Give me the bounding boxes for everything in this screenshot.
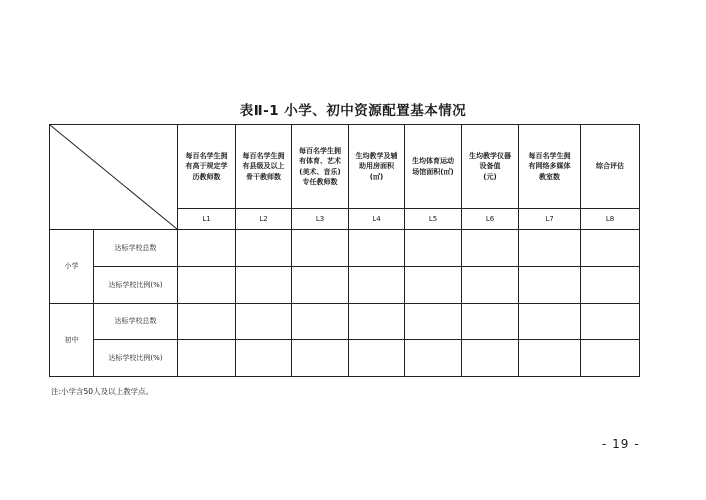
column-header-line: 历教师数 (192, 172, 221, 181)
table-cell (519, 230, 581, 267)
column-header-line: (元) (483, 172, 497, 181)
corner-diagonal (50, 125, 177, 229)
row-label: 达标学校比例(%) (94, 340, 178, 377)
table-cell (178, 230, 236, 267)
column-header (178, 125, 236, 209)
table-cell (462, 340, 519, 377)
column-header (236, 125, 292, 209)
column-code: L1 (178, 209, 236, 230)
column-code: L7 (519, 209, 581, 230)
table-cell (292, 267, 349, 304)
table-row (50, 304, 640, 340)
table-cell (519, 267, 581, 304)
column-header-line: 生均教学及辅 (355, 152, 398, 161)
column-header (405, 125, 462, 209)
table-cell (236, 230, 292, 267)
row-label: 达标学校比例(%) (94, 267, 178, 304)
table-cell (581, 267, 640, 304)
column-header-line: 有体育、艺术 (299, 157, 341, 166)
column-header-line: 骨干教师数 (246, 172, 281, 181)
table-cell (178, 267, 236, 304)
column-header-line: 有县级及以上 (242, 162, 285, 171)
table-cell (519, 304, 581, 340)
table-cell (581, 340, 640, 377)
table-cell (178, 304, 236, 340)
column-code: L6 (462, 209, 519, 230)
column-header-line: 助用房面积 (359, 162, 394, 171)
table-cell (519, 340, 581, 377)
column-code: L5 (405, 209, 462, 230)
table-cell (462, 304, 519, 340)
column-code: L3 (292, 209, 349, 230)
table-cell (581, 304, 640, 340)
table-cell (405, 230, 462, 267)
table-cell (349, 230, 405, 267)
table-row (50, 340, 640, 377)
column-header (581, 125, 640, 209)
column-header-line: 生均体育运动 (412, 157, 454, 166)
column-header-line: 教室数 (539, 172, 560, 181)
column-header (292, 125, 349, 209)
table-cell (581, 230, 640, 267)
column-header-line: 场馆面积(㎡) (412, 167, 454, 176)
column-code: L4 (349, 209, 405, 230)
column-code: L2 (236, 209, 292, 230)
column-header-line: 每百名学生拥 (185, 152, 228, 161)
resource-table (49, 124, 640, 377)
column-header-line: 有高于规定学 (185, 162, 228, 171)
table-cell (178, 340, 236, 377)
footnote: 注:小学含50人及以上教学点。 (51, 387, 154, 396)
column-header-line: (㎡) (369, 172, 384, 181)
table-cell (236, 340, 292, 377)
column-header-line: 专任教师数 (302, 177, 338, 186)
table-cell (405, 304, 462, 340)
page-number: - 19 - (602, 437, 640, 451)
column-header (349, 125, 405, 209)
table-row (50, 267, 640, 304)
row-label: 达标学校总数 (94, 304, 178, 340)
table-cell (292, 340, 349, 377)
table-cell (405, 340, 462, 377)
column-header-line: 设备值 (479, 162, 501, 171)
column-header-line: (美术、音乐) (299, 167, 341, 176)
table-cell (236, 267, 292, 304)
column-header-line: 每百名学生拥 (528, 152, 571, 161)
column-header-line: 有网络多媒体 (528, 162, 571, 171)
group-label-junior: 初中 (50, 304, 94, 377)
column-header-line: 每百名学生拥 (242, 152, 285, 161)
corner-cell (50, 125, 178, 230)
table-title: 表Ⅱ-1 小学、初中资源配置基本情况 (239, 103, 467, 119)
table-cell (462, 230, 519, 267)
table-cell (405, 267, 462, 304)
group-label-primary: 小学 (50, 230, 94, 304)
header-row (50, 125, 640, 209)
table-cell (349, 340, 405, 377)
table-cell (292, 304, 349, 340)
column-header-line: 每百名学生拥 (299, 147, 341, 156)
table-cell (349, 267, 405, 304)
table-cell (292, 230, 349, 267)
column-header-line: 生均教学仪器 (469, 152, 511, 161)
column-header (519, 125, 581, 209)
table-cell (462, 267, 519, 304)
row-label: 达标学校总数 (94, 230, 178, 267)
column-header-line: 综合评估 (596, 162, 624, 171)
column-header (462, 125, 519, 209)
table-cell (349, 304, 405, 340)
column-code: L8 (581, 209, 640, 230)
table-cell (236, 304, 292, 340)
table-row (50, 230, 640, 267)
